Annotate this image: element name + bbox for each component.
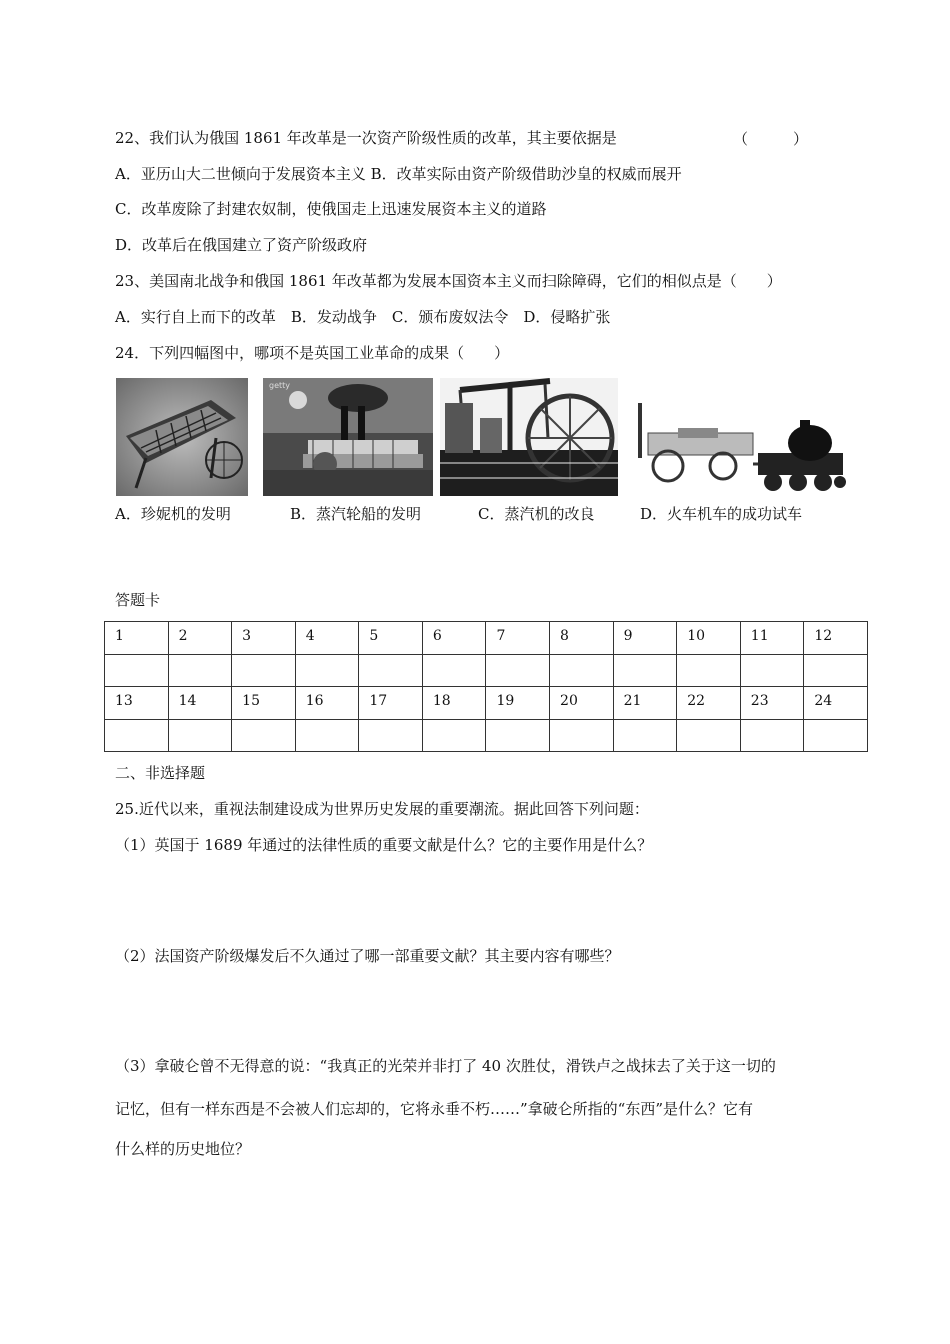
answer-cell[interactable] bbox=[295, 655, 359, 687]
answer-cell[interactable] bbox=[168, 655, 232, 687]
answer-card-number: 2 bbox=[168, 622, 232, 655]
answer-card-number: 4 bbox=[295, 622, 359, 655]
q25-sub3-line2: 记忆，但有一样东西是不会被人们忘却的，它将永垂不朽……”拿破仑所指的“东西”是什么？它有 bbox=[115, 1100, 754, 1118]
q24-caption-d: D．火车机车的成功试车 bbox=[640, 505, 803, 523]
q24-stem: 24．下列四幅图中，哪项不是英国工业革命的成果（ ） bbox=[115, 344, 510, 362]
answer-cell[interactable] bbox=[105, 655, 169, 687]
answer-card-number: 13 bbox=[105, 687, 169, 720]
q24-caption-b: B．蒸汽轮船的发明 bbox=[290, 505, 422, 523]
answer-card-number: 22 bbox=[677, 687, 741, 720]
q25-sub3-line3: 什么样的历史地位？ bbox=[115, 1140, 251, 1158]
answer-card-number: 19 bbox=[486, 687, 550, 720]
answer-card-number: 16 bbox=[295, 687, 359, 720]
answer-cell[interactable] bbox=[677, 720, 741, 752]
answer-cell[interactable] bbox=[804, 720, 868, 752]
answer-card-number: 17 bbox=[359, 687, 423, 720]
q22-option-c: C．改革废除了封建农奴制，使俄国走上迅速发展资本主义的道路 bbox=[115, 200, 547, 218]
answer-card-number: 5 bbox=[359, 622, 423, 655]
spinning-jenny-icon bbox=[116, 378, 248, 496]
svg-text:getty: getty bbox=[269, 381, 291, 390]
answer-cell[interactable] bbox=[359, 655, 423, 687]
answer-cell[interactable] bbox=[232, 720, 296, 752]
q22-option-ab: A．亚历山大二世倾向于发展资本主义 B．改革实际由资产阶级借助沙皇的权威而展开 bbox=[115, 165, 682, 183]
answer-cell[interactable] bbox=[422, 655, 486, 687]
q22-answer-paren: （ ） bbox=[733, 130, 809, 148]
q22-stem: 22、我们认为俄国 1861 年改革是一次资产阶级性质的改革，其主要依据是 bbox=[115, 129, 617, 147]
answer-card-number: 12 bbox=[804, 622, 868, 655]
steam-engine-icon bbox=[440, 378, 618, 496]
q22-option-d: D．改革后在俄国建立了资产阶级政府 bbox=[115, 236, 368, 254]
answer-cell[interactable] bbox=[422, 720, 486, 752]
answer-card-number: 23 bbox=[740, 687, 804, 720]
answer-cell[interactable] bbox=[677, 655, 741, 687]
answer-cell[interactable] bbox=[613, 720, 677, 752]
q25-sub2: （2）法国资产阶级爆发后不久通过了哪一部重要文献？其主要内容有哪些？ bbox=[115, 947, 620, 965]
answer-card-number: 21 bbox=[613, 687, 677, 720]
answer-card-number: 8 bbox=[550, 622, 614, 655]
q25-sub1: （1）英国于 1689 年通过的法律性质的重要文献是什么？它的主要作用是什么？ bbox=[115, 836, 653, 854]
answer-card-number: 7 bbox=[486, 622, 550, 655]
answer-cell[interactable] bbox=[168, 720, 232, 752]
answer-card-blank-row-1 bbox=[105, 655, 868, 687]
answer-cell[interactable] bbox=[486, 655, 550, 687]
answer-cell[interactable] bbox=[232, 655, 296, 687]
q24-caption-c: C．蒸汽机的改良 bbox=[478, 505, 595, 523]
q24-caption-a: A．珍妮机的发明 bbox=[115, 505, 231, 523]
answer-card-number: 20 bbox=[550, 687, 614, 720]
answer-cell[interactable] bbox=[550, 655, 614, 687]
answer-cell[interactable] bbox=[105, 720, 169, 752]
answer-cell[interactable] bbox=[613, 655, 677, 687]
answer-cell[interactable] bbox=[486, 720, 550, 752]
answer-cell[interactable] bbox=[295, 720, 359, 752]
answer-card-number: 11 bbox=[740, 622, 804, 655]
locomotive-icon bbox=[628, 378, 853, 496]
q23-stem: 23、美国南北战争和俄国 1861 年改革都为发展本国资本主义而扫除障碍，它们的相似点是（ ） bbox=[115, 272, 782, 290]
answer-card-number: 15 bbox=[232, 687, 296, 720]
answer-card-number-row-1 bbox=[105, 622, 868, 655]
answer-cell[interactable] bbox=[550, 720, 614, 752]
q25-stem: 25.近代以来，重视法制建设成为世界历史发展的重要潮流。据此回答下列问题： bbox=[115, 800, 649, 818]
answer-cell[interactable] bbox=[740, 655, 804, 687]
q23-options: A．实行自上而下的改革 B．发动战争 C．颁布废奴法令 D．侵略扩张 bbox=[115, 308, 611, 326]
answer-card-number: 1 bbox=[105, 622, 169, 655]
answer-card-number: 6 bbox=[422, 622, 486, 655]
answer-card-number: 24 bbox=[804, 687, 868, 720]
answer-card-number: 14 bbox=[168, 687, 232, 720]
q25-sub3-line1: （3）拿破仑曾不无得意的说：“我真正的光荣并非打了 40 次胜仗，滑铁卢之战抹去了关于这一切的 bbox=[115, 1057, 776, 1075]
answer-card-blank-row-2 bbox=[105, 720, 868, 752]
answer-cell[interactable] bbox=[740, 720, 804, 752]
answer-card-title: 答题卡 bbox=[115, 591, 161, 609]
answer-card-number-row-2 bbox=[105, 687, 868, 720]
answer-cell[interactable] bbox=[804, 655, 868, 687]
answer-card-number: 9 bbox=[613, 622, 677, 655]
answer-card-table bbox=[104, 621, 868, 752]
answer-card-number: 10 bbox=[677, 622, 741, 655]
answer-card-number: 3 bbox=[232, 622, 296, 655]
section2-heading: 二、非选择题 bbox=[115, 764, 206, 782]
answer-card-number: 18 bbox=[422, 687, 486, 720]
answer-cell[interactable] bbox=[359, 720, 423, 752]
steamboat-icon bbox=[263, 378, 433, 496]
